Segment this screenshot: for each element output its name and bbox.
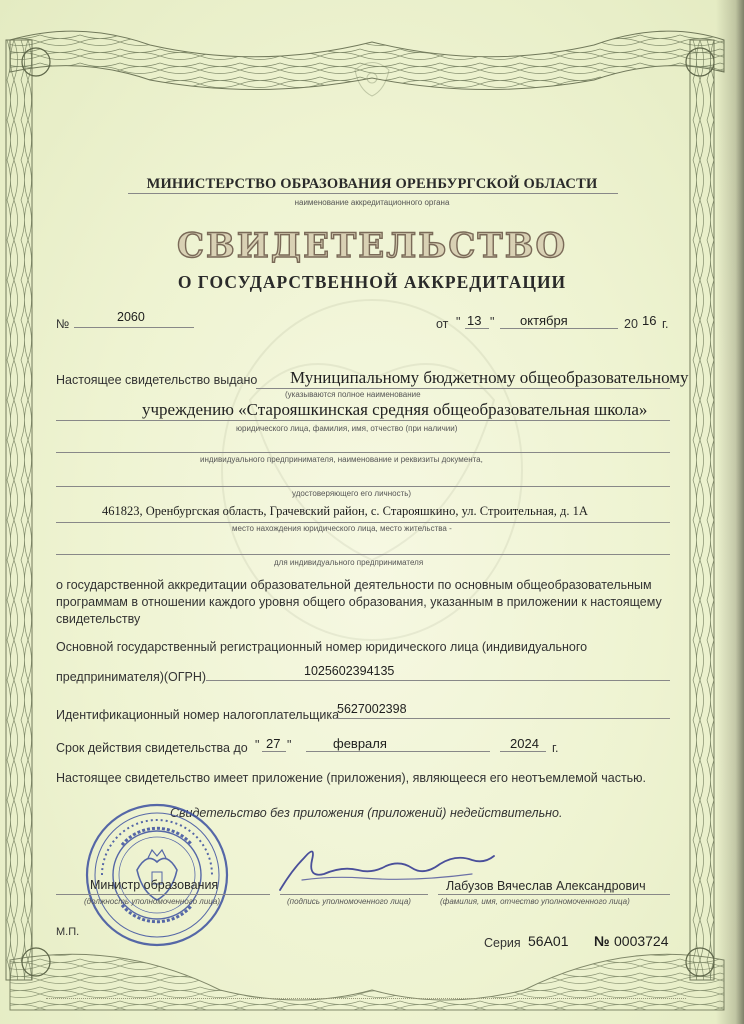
blank-line-1 xyxy=(56,452,670,453)
valid-year-unit: г. xyxy=(552,741,559,755)
caption-location: место нахождения юридического лица, место жительства - xyxy=(232,524,452,533)
caption-full-name: (указываются полное наименование xyxy=(285,390,421,399)
signer-position: Министр образования xyxy=(90,878,219,892)
date-year-unit: г. xyxy=(662,317,669,331)
name-underline xyxy=(438,894,670,895)
number-label: № xyxy=(56,317,70,331)
authority-underline xyxy=(128,193,618,194)
signature-underline xyxy=(280,894,428,895)
series-number: 0003724 xyxy=(614,933,669,949)
page-edge-shadow xyxy=(716,0,744,1024)
inn-label: Идентификационный номер налогоплательщика xyxy=(56,708,340,722)
purpose-line-1: о государственной аккредитации образовательной деятельности по основным общеобразовательным xyxy=(56,578,652,592)
number-underline xyxy=(74,327,194,328)
date-year-suffix: 16 xyxy=(642,313,657,328)
caption-position: (должность уполномоченного лица) xyxy=(84,897,221,906)
issued-label: Настоящее свидетельство выдано xyxy=(56,373,258,387)
address: 461823, Оренбургская область, Грачевский район, с. Старояшкино, ул. Строительная, д. 1А xyxy=(102,504,588,518)
issued-underline-2 xyxy=(56,420,670,421)
caption-legal: юридического лица, фамилия, имя, отчество (при наличии) xyxy=(236,424,458,433)
inn-underline xyxy=(334,718,670,719)
caption-identity: удостоверяющего его личность) xyxy=(292,489,412,498)
valid-month: февраля xyxy=(333,736,387,751)
date-month: октября xyxy=(520,313,568,328)
inn-value: 5627002398 xyxy=(337,702,407,716)
caption-entrepreneur: индивидуального предпринимателя, наименование и реквизиты документа, xyxy=(200,455,483,464)
ogrn-underline xyxy=(206,680,670,681)
valid-year-underline xyxy=(500,751,546,752)
issued-underline-1 xyxy=(256,388,670,389)
signer-name: Лабузов Вячеслав Александрович xyxy=(446,879,646,893)
ogrn-label-1: Основной государственный регистрационный номер юридического лица (индивидуального xyxy=(56,640,588,654)
official-seal-stamp xyxy=(82,800,232,950)
issued-to-line-1: Муниципальному бюджетному общеобразовательному xyxy=(290,368,689,387)
caption-for-ie: для индивидуального предпринимателя xyxy=(274,558,424,567)
purpose-line-3: свидетельству xyxy=(56,612,141,626)
valid-day: 27 xyxy=(266,736,281,751)
date-month-underline xyxy=(500,328,618,329)
certificate-number: 2060 xyxy=(117,310,145,324)
date-prefix: от xyxy=(436,317,449,331)
series-value: 56А01 xyxy=(528,933,569,949)
certificate-title: СВИДЕТЕЛЬСТВО xyxy=(176,226,568,266)
valid-month-underline xyxy=(306,751,490,752)
valid-year: 2024 xyxy=(510,736,539,751)
address-underline xyxy=(56,522,670,523)
date-year-prefix: 20 xyxy=(624,317,638,331)
date-day: 13 xyxy=(467,313,482,328)
caption-signature: (подпись уполномоченного лица) xyxy=(287,897,411,906)
authority-name: МИНИСТЕРСТВО ОБРАЗОВАНИЯ ОРЕНБУРГСКОЙ ОБЛАСТИ xyxy=(146,176,598,192)
date-day-underline xyxy=(465,328,489,329)
valid-day-underline xyxy=(262,751,286,752)
stamp-place-label: М.П. xyxy=(56,926,80,938)
bottom-hairline xyxy=(46,998,686,999)
position-underline xyxy=(56,894,270,895)
caption-name: (фамилия, имя, отчество уполномоченного лица) xyxy=(440,897,630,906)
certificate-subtitle: О ГОСУДАРСТВЕННОЙ АККРЕДИТАЦИИ xyxy=(177,272,567,292)
series-label: Серия xyxy=(484,936,521,950)
purpose-line-2: программам в отношении каждого уровня общего образования, указанным в приложении к настоящему xyxy=(56,595,662,609)
appendix-warning: Свидетельство без приложения (приложений) недействительно. xyxy=(170,806,563,820)
ogrn-value: 1025602394135 xyxy=(304,664,395,678)
ogrn-label-2: предпринимателя)(ОГРН) xyxy=(56,670,207,684)
issued-to-line-2: учреждению «Старояшкинская средняя общеобразовательная школа» xyxy=(142,400,648,419)
blank-line-3 xyxy=(56,554,670,555)
authority-caption: наименование аккредитационного органа xyxy=(294,198,450,207)
appendix-note: Настоящее свидетельство имеет приложение (приложения), являющееся его неотъемлемой частью. xyxy=(56,771,647,785)
blank-line-2 xyxy=(56,486,670,487)
validity-label: Срок действия свидетельства до xyxy=(56,741,248,755)
series-number-label: № xyxy=(594,933,610,949)
